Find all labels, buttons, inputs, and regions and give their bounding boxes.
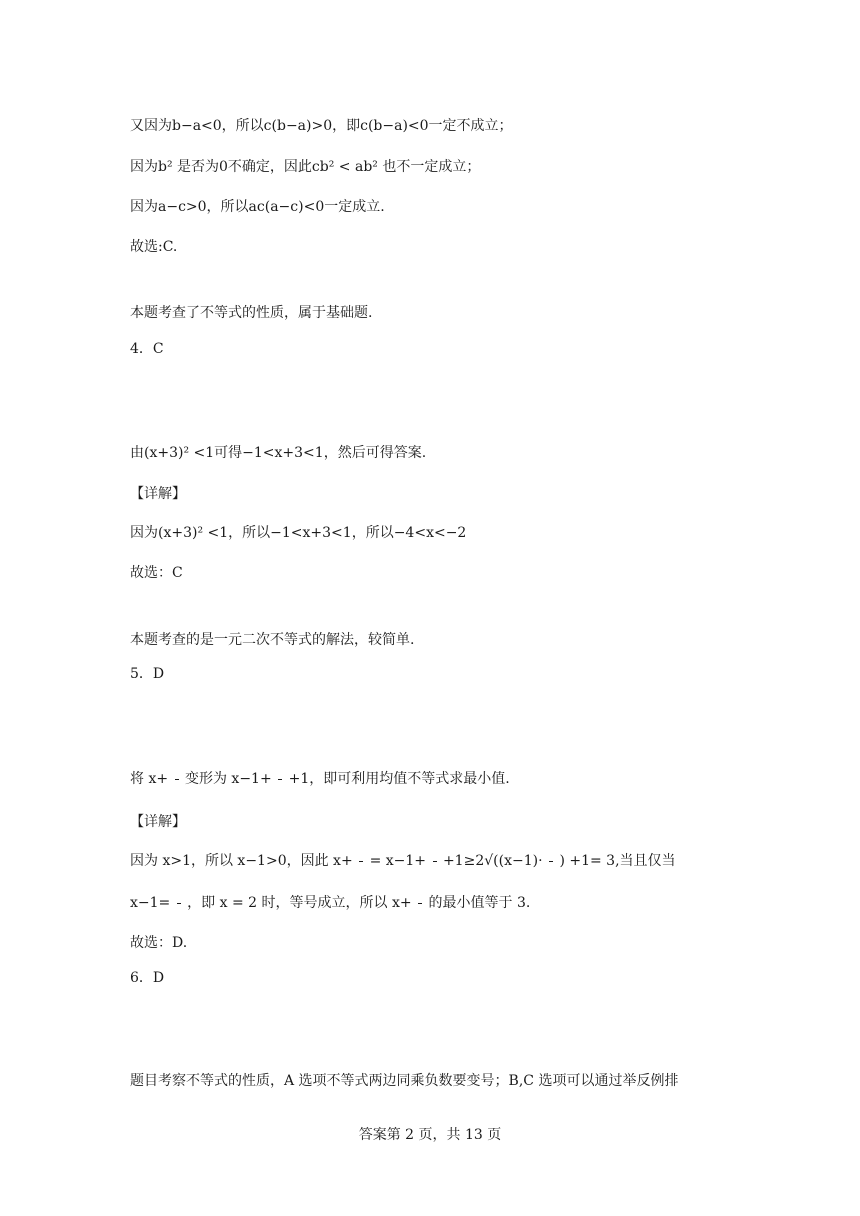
text-fragment: 将 x+ [130, 771, 169, 787]
fraction [418, 903, 422, 904]
fraction [177, 903, 181, 904]
section-heading: 【详解】 [130, 486, 186, 502]
question-number: 6．D [130, 970, 165, 986]
fraction-numerator [177, 903, 181, 904]
section-heading: 【详解】 [130, 814, 186, 830]
fraction [175, 779, 179, 780]
text-fragment: = x−1+ [369, 853, 427, 869]
text-fragment: 变形为 x−1+ [184, 771, 272, 787]
text-line: 故选:C. [130, 239, 178, 255]
text-fragment: ，即 x = 2 时，等号成立，所以 x+ [187, 895, 412, 911]
fraction [549, 861, 553, 862]
text-line: 由(x+3)² <1可得−1<x+3<1，然后可得答案. [130, 445, 427, 461]
fraction-numerator [549, 861, 553, 862]
text-line: 本题考查了不等式的性质，属于基础题. [130, 305, 373, 321]
math-line [130, 842, 676, 880]
text-fragment: ) +1= 3,当且仅当 [559, 853, 676, 869]
fraction-numerator [418, 903, 422, 904]
text-line: 故选：C [130, 565, 183, 581]
question-number: 4．C [130, 341, 164, 357]
fraction-numerator [278, 779, 282, 780]
text-line: 本题考查的是一元二次不等式的解法，较简单. [130, 632, 415, 648]
fraction [433, 861, 437, 862]
text-fragment: x−1= [130, 895, 171, 911]
fraction-numerator [175, 779, 179, 780]
text-fragment: 的最小值等于 3. [428, 895, 531, 911]
text-line: 题目考察不等式的性质，A 选项不等式两边同乘负数要变号；B,C 选项可以通过举反例排 [130, 1073, 679, 1089]
text-line: 又因为b−a<0，所以c(b−a)>0，即c(b−a)<0一定不成立； [130, 118, 513, 134]
math-line [130, 884, 530, 922]
text-line: 因为b² 是否为0不确定，因此cb² < ab² 也不一定成立； [130, 159, 481, 175]
text-fragment: +1≥2√((x−1)· [442, 853, 543, 869]
fraction-numerator [359, 861, 363, 862]
text-line: 故选：D. [130, 935, 188, 951]
question-number: 5．D [130, 666, 165, 682]
math-line [130, 760, 510, 798]
page-footer: 答案第 2 页，共 13 页 [358, 1127, 502, 1143]
text-fragment: +1，即可利用均值不等式求最小值. [288, 771, 510, 787]
text-fragment: 因为 x>1，所以 x−1>0，因此 x+ [130, 853, 353, 869]
fraction-numerator [433, 861, 437, 862]
fraction [278, 779, 282, 780]
text-line: 因为(x+3)² <1，所以−1<x+3<1，所以−4<x<−2 [130, 525, 467, 541]
text-line: 因为a−c>0，所以ac(a−c)<0一定成立. [130, 199, 385, 215]
fraction [359, 861, 363, 862]
